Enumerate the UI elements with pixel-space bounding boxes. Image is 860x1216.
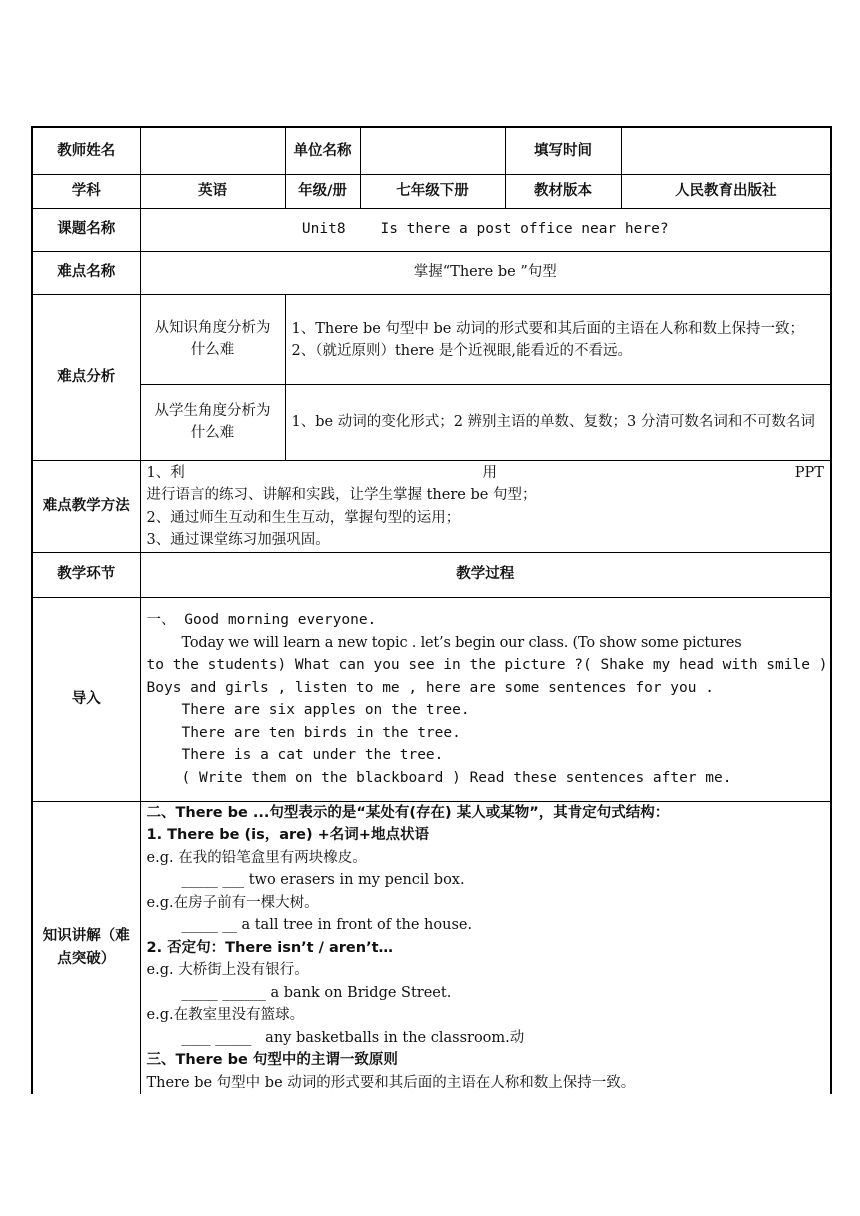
intro-line-2: Today we will learn a new topic . let’s begin our class. (To show some pictures (181, 634, 742, 651)
grade-value: 七年级下册 (360, 174, 505, 208)
teaching-process-header: 教学过程 (140, 552, 831, 597)
intro-row (32, 597, 831, 801)
method-line-3: 2、通过师生互动和生生互动，掌握句型的运用； (146, 509, 461, 526)
intro-example-1: There are six apples on the tree. (181, 702, 470, 718)
example-2-chinese: e.g.在房子前有一棵大树。 (146, 894, 319, 911)
grade-label: 年级/册 (285, 174, 360, 208)
knowledge-last-line: There be 句型中 be 动词的形式要和其后面的主语在人称和数上保持一致。 (146, 1074, 636, 1091)
knowledge-label: 知识讲解（难点突破） (32, 801, 140, 1094)
subject-label: 学科 (32, 174, 140, 208)
header-row-2 (32, 174, 831, 208)
example-1-english: _____ ___ two erasers in my pencil box. (181, 872, 465, 888)
knowledge-angle-label: 从知识角度分析为什么难 (140, 294, 285, 384)
edition-label: 教材版本 (505, 174, 621, 208)
analysis-row-student (32, 384, 831, 460)
fill-time-value (621, 127, 831, 174)
intro-line-1: 一、 Good morning everyone. (146, 612, 377, 628)
process-header-row (32, 552, 831, 597)
knowledge-heading-3: 三、There be 句型中的主谓一致原则 (146, 1052, 398, 1068)
teacher-name-label: 教师姓名 (32, 127, 140, 174)
intro-label: 导入 (32, 597, 140, 801)
intro-line-3: to the students) What can you see in the picture ?( Shake my head with smile ) (146, 657, 828, 673)
difficulty-row (32, 251, 831, 294)
analysis-label: 难点分析 (32, 294, 140, 460)
subject-value: 英语 (140, 174, 285, 208)
knowledge-line-1: 1、There be 句型中 be 动词的形式要和其后面的主语在人称和数上保持一致； (291, 320, 804, 337)
topic-value: Unit8 Is there a post office near here? (140, 208, 831, 251)
method-text (140, 460, 831, 552)
knowledge-angle-text (285, 294, 831, 384)
knowledge-heading: 二、There be ...句型表示的是“某处有(存在) 某人或某物”，其肯定句式结构： (146, 804, 670, 821)
method-line-1-part-c: PPT (794, 464, 824, 481)
unit-name-label: 单位名称 (285, 127, 360, 174)
lesson-plan-table (31, 126, 832, 1094)
method-line-4: 3、通过课堂练习加强巩固。 (146, 532, 330, 548)
example-1-chinese: e.g. 在我的铅笔盒里有两块橡皮。 (146, 849, 367, 866)
topic-label: 课题名称 (32, 208, 140, 251)
teaching-stage-header: 教学环节 (32, 552, 140, 597)
topic-row (32, 208, 831, 251)
knowledge-text (140, 801, 831, 1094)
intro-example-2: There are ten birds in the tree. (181, 724, 461, 741)
intro-example-3: There is a cat under the tree. (181, 747, 444, 763)
method-line-1-part-b: 用 (482, 464, 498, 481)
intro-line-4: Boys and girls , listen to me , here are some sentences for you . (146, 679, 714, 696)
student-angle-label: 从学生角度分析为什么难 (140, 384, 285, 460)
example-4-english: ____ _____ any basketballs in the classroom.动 (181, 1029, 525, 1046)
example-4-chinese: e.g.在教室里没有篮球。 (146, 1007, 305, 1023)
example-3-english: _____ ______ a bank on Bridge Street. (181, 984, 452, 1001)
method-label: 难点教学方法 (32, 460, 140, 552)
student-angle-text: 1、be 动词的变化形式；2 辨别主语的单数、复数；3 分清可数名词和不可数名词 (285, 384, 831, 460)
knowledge-rule-2: 2. 否定句：There isn’t / aren’t… (146, 939, 394, 956)
knowledge-rule-1: 1. There be (is，are) +名词+地点状语 (146, 827, 429, 843)
knowledge-row (32, 801, 831, 1094)
intro-text (140, 597, 831, 801)
edition-value: 人民教育出版社 (621, 174, 831, 208)
method-line-1-part-a: 1、利 (146, 464, 185, 481)
teacher-name-value (140, 127, 285, 174)
method-line-2: 进行语言的练习、讲解和实践，让学生掌握 there be 句型； (146, 487, 537, 503)
difficulty-value: 掌握“There be ”句型 (140, 251, 831, 294)
intro-example-4: ( Write them on the blackboard ) Read these sentences after me. (181, 769, 732, 786)
header-row-1 (32, 127, 831, 174)
difficulty-label: 难点名称 (32, 251, 140, 294)
unit-name-value (360, 127, 505, 174)
analysis-row-knowledge (32, 294, 831, 384)
fill-time-label: 填写时间 (505, 127, 621, 174)
example-2-english: _____ __ a tall tree in front of the house. (181, 917, 473, 933)
example-3-chinese: e.g. 大桥街上没有银行。 (146, 962, 309, 978)
method-line-1 (147, 462, 825, 485)
knowledge-line-2: 2、（就近原则）there 是个近视眼,能看近的不看远。 (291, 343, 632, 359)
method-row (32, 460, 831, 552)
